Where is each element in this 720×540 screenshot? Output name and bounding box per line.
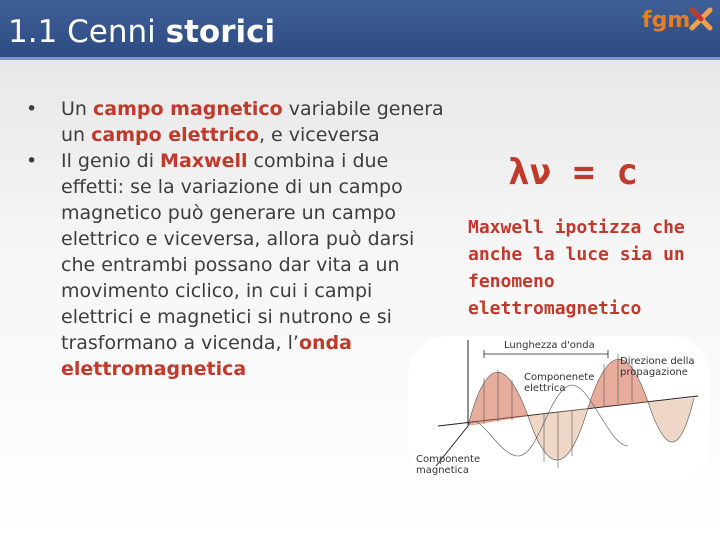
highlight-text: campo magnetico [93, 98, 283, 120]
wavelength-label: Lunghezza d'onda [504, 340, 595, 351]
title-emphasis: storici [165, 14, 276, 50]
formula: λν = c [508, 152, 639, 193]
fgm-logo-icon [640, 6, 716, 32]
bullet-list [26, 96, 446, 382]
bullet-text: , e viceversa [258, 124, 380, 146]
bullet-text: combina i due effetti: se la variazione di un campo magnetico può generare un campo elettrico e viceversa, allora può darsi che entrambi possano dar vita a un movimento ciclico, in cui i campi elettrici e magnetici si nutrono e si trasformano a vicenda, l’ [61, 150, 415, 354]
slide-title [8, 12, 275, 52]
maxwell-note: Maxwell ipotizza che anche la luce sia un fenomeno elettromagnetico [468, 217, 685, 319]
highlight-text: onda elettromagnetica [61, 332, 352, 380]
direction-label: Direzione della propagazione [620, 356, 695, 378]
bullet-item [26, 148, 446, 382]
highlight-text: Maxwell [160, 150, 248, 172]
highlight-text: campo elettrico [91, 124, 259, 146]
em-wave-figure [408, 336, 710, 486]
magnetic-component-label: Componente magnetica [416, 454, 481, 476]
title-prefix: 1.1 Cenni [8, 14, 166, 50]
bullet-text: Il genio di [61, 150, 161, 172]
title-bar [0, 0, 720, 60]
bullet-item [26, 96, 446, 148]
bullet-text: Un [61, 98, 93, 120]
bullet-text: variabile genera un [61, 98, 444, 146]
electric-component-label: Componenete elettrica [524, 372, 595, 394]
svg-text:fgm: fgm [642, 8, 691, 32]
